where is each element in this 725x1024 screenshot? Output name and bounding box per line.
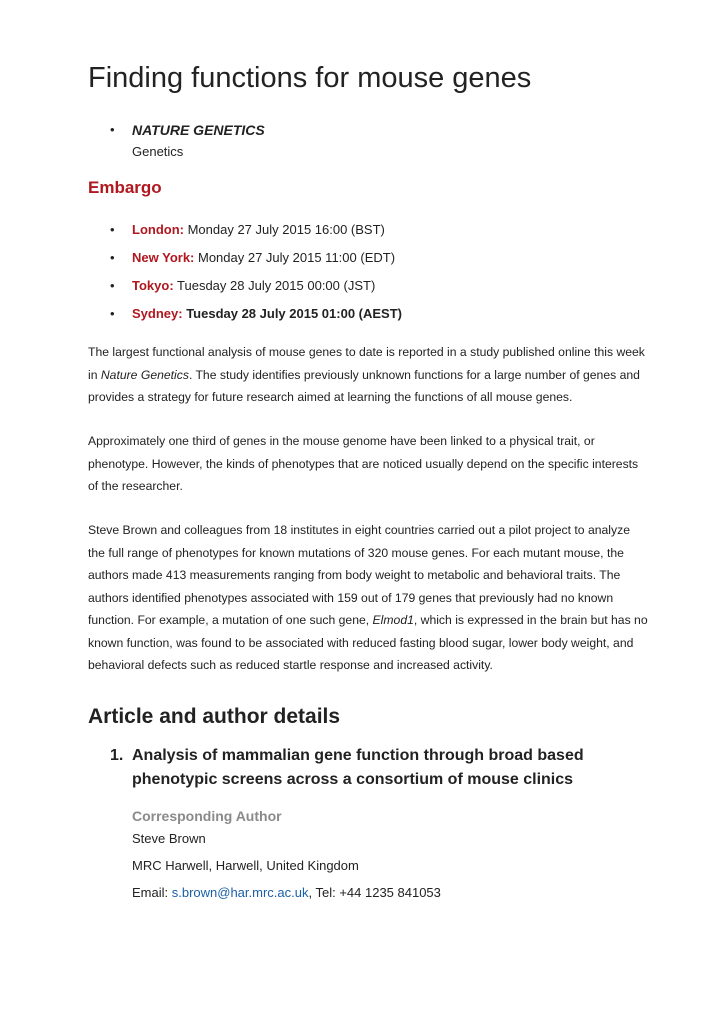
article-title: Analysis of mammalian gene function through broad based phenotypic screens across a consortium of mouse clinics bbox=[132, 747, 584, 788]
embargo-item-new-york bbox=[88, 248, 402, 276]
paragraph-text: The largest functional analysis of mouse genes to date is reported in a study published online this week in bbox=[88, 345, 645, 382]
paragraph-text: . The study identifies previously unknown functions for a large number of genes and provides a strategy for future research aimed at learning the functions of all mouse genes. bbox=[88, 367, 640, 404]
paragraph-background: Approximately one third of genes in the mouse genome have been linked to a physical trait, or phenotype. However, the kinds of phenotypes that are noticed usually depend on the specific interests of the researcher. bbox=[88, 434, 639, 493]
journal-list bbox=[88, 120, 265, 162]
journal-item bbox=[88, 120, 265, 162]
article-number: 1. bbox=[110, 747, 124, 764]
embargo-item-sydney bbox=[88, 304, 402, 332]
email-label: Email: bbox=[132, 885, 172, 900]
bullet-icon: • bbox=[110, 222, 115, 237]
journal-title-italic: Nature Genetics bbox=[100, 367, 189, 382]
bullet-icon: • bbox=[110, 122, 115, 137]
journal-subject: Genetics bbox=[132, 144, 184, 159]
bullet-icon: • bbox=[110, 250, 115, 265]
embargo-heading: Embargo bbox=[88, 178, 162, 197]
embargo-time: Tuesday 28 July 2015 01:00 (AEST) bbox=[182, 306, 402, 321]
journal-name: NATURE GENETICS bbox=[132, 122, 265, 138]
paragraph-intro bbox=[88, 341, 648, 409]
embargo-list bbox=[88, 220, 402, 332]
embargo-time: Tuesday 28 July 2015 00:00 (JST) bbox=[173, 278, 376, 293]
embargo-time: Monday 27 July 2015 11:00 (EDT) bbox=[194, 250, 396, 265]
paragraph-findings bbox=[88, 519, 648, 677]
author-contact bbox=[132, 883, 648, 903]
paragraph-text: Steve Brown and colleagues from 18 institutes in eight countries carried out a pilot project to analyze the full range of phenotypes for known mutations of 320 mouse genes. For each mutant mouse, the authors made 413 measurements ranging from body weight to metabolic and behavioral traits. The authors identified phenotypes associated with 159 out of 179 genes that previously had no known function. For example, a mutation of one such gene, bbox=[88, 523, 630, 627]
embargo-time: Monday 27 July 2015 16:00 (BST) bbox=[183, 222, 385, 237]
corresponding-author-heading: Corresponding Author bbox=[132, 808, 282, 824]
author-name: Steve Brown bbox=[132, 831, 206, 846]
bullet-icon: • bbox=[110, 278, 115, 293]
email-link[interactable]: s.brown@har.mrc.ac.uk bbox=[171, 885, 309, 900]
embargo-city: Tokyo: bbox=[132, 278, 174, 293]
author-affiliation: MRC Harwell, Harwell, United Kingdom bbox=[132, 858, 359, 873]
embargo-city: Sydney: bbox=[132, 306, 183, 321]
telephone-text: , Tel: +44 1235 841053 bbox=[308, 885, 441, 900]
article-details-heading: Article and author details bbox=[88, 705, 341, 728]
gene-name-italic: Elmod1 bbox=[372, 613, 414, 627]
embargo-city: New York: bbox=[132, 250, 195, 265]
article-item bbox=[88, 744, 648, 903]
embargo-item-london bbox=[88, 220, 402, 248]
article-list bbox=[88, 744, 648, 903]
embargo-city: London: bbox=[132, 222, 184, 237]
bullet-icon: • bbox=[110, 306, 115, 321]
paragraph-text: , which is expressed in the brain but has no known function, was found to be associated with reduced fasting blood sugar, lower body weight, and behavioral defects such as reduced startle response and increased activity. bbox=[88, 613, 648, 672]
embargo-item-tokyo bbox=[88, 276, 402, 304]
page-title: Finding functions for mouse genes bbox=[88, 62, 532, 94]
